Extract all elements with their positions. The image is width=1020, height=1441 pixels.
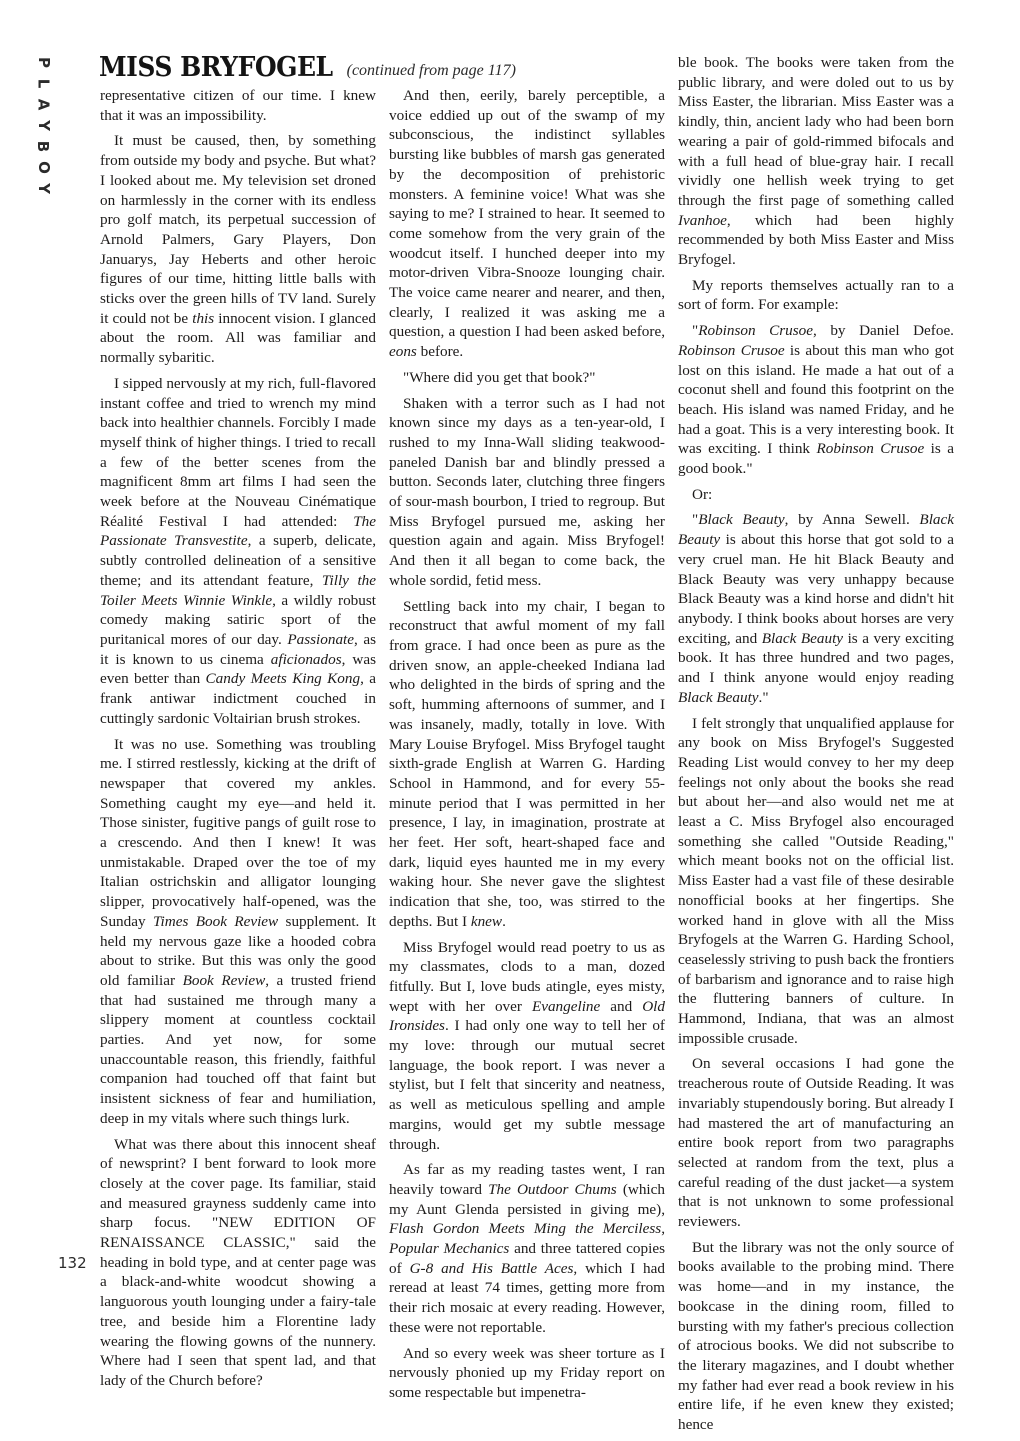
- paragraph: And so every week was sheer torture as I nervously phonied up my Friday report on some respectable but impenetra-: [389, 1344, 665, 1401]
- article-header: [99, 52, 516, 82]
- paragraph: Shaken with a terror such as I had not known since my days as a ten-year-old, I rushed to my Inna-Wall sliding teakwood-paneled Danish bar and blindly pressed a button. Seconds later, clutching three fingers of sour-mash bourbon, I tried to regroup. But Miss Bryfogel pursued me, asking her question again and again. Miss Bryfogel! And then it all began to come back, the whole sordid, fetid mess.: [389, 394, 665, 589]
- page-number: 132: [58, 1254, 87, 1272]
- paragraph: It must be caused, then, by something from outside my body and psyche. But what? I looked about me. My television set droned on harmlessly in the corner with its endless pro golf match, its perpetual succession of Arnold Palmers, Gary Players, Don Januarys, Jay Heberts and other heroic figures of our time, hitting little balls with sticks over the green hills of TV land. Surely it could not be this innocent vision. I glanced about the room. All was familiar and normally sybaritic.: [100, 132, 376, 367]
- sideband-letter: Y: [34, 183, 53, 194]
- paragraph: "Robinson Crusoe, by Daniel Defoe. Robinson Crusoe is about this man who got lost on this island. He made a hat out of a coconut shell and found this footprint on the beach. His island was named Friday, and he had a goat. This is a very interesting book. It was exciting. I think Robinson Crusoe is a good book.": [678, 322, 954, 478]
- sideband-letter: B: [34, 140, 53, 153]
- paragraph: It was no use. Something was troubling me. I stirred restlessly, kicking at the drift of newspaper that covered my ankles. Something caught my eye—and held it. Those sinister, fugitive pangs of guilt rose to a crescendo. And then I knew! It was unmistakable. Draped over the toe of my Italian ostrichskin and alligator lounging slipper, provocatively half-opened, was the Sunday Times Book Review supplement. It held my nervous gaze like a hooded cobra about to strike. But this was only the good old familiar Book Review, a trusted friend that had sustained me through many a slippery moment at countless cocktail parties. And yet now, for some unaccountable reason, this friendly, faithful companion had touched off that faint but insistent sickness of fear and humiliation, deep in my vitals where such things lurk.: [100, 735, 376, 1127]
- paragraph: Or:: [692, 485, 713, 503]
- paragraph: Settling back into my chair, I began to reconstruct that awful moment of my fall from grace. I had once been as pure as the driven snow, an apple-cheeked Indiana lad who delighted in the birds of spring and the soft, humming afternoons of summer, and I was insanely, madly, totally in love. With Mary Louise Bryfogel. Miss Bryfogel taught sixth-grade English at Warren G. Harding School in Hammond, and for every 55-minute period that I was permitted in her presence, I lay, in imagination, prostrate at her feet. Her soft, heart-shaped face and dark, liquid eyes haunted me in my every waking hour. She never gave the slightest indication that she, too, was stirred to the depths. But I knew.: [389, 597, 665, 930]
- paragraph: As far as my reading tastes went, I ran heavily toward The Outdoor Chums (which my Aunt Glenda persisted in giving me), Flash Gordon Meets Ming the Merciless, Popular Mechanics and three tattered copies of G-8 and His Battle Aces, which I had reread at least 74 times, getting more from their rich mosaic at every reading. However, these were not reportable.: [389, 1161, 665, 1336]
- text-column-3: [678, 53, 954, 1441]
- sideband-letter: Y: [34, 120, 53, 131]
- sideband-letter: P: [34, 57, 53, 68]
- text-column-1: [100, 86, 376, 1397]
- paragraph: representative citizen of our time. I knew that it was an impossibility.: [100, 87, 376, 124]
- magazine-sideband: [31, 52, 55, 199]
- paragraph: Miss Bryfogel would read poetry to us as my classmates, clods to a man, dozed fitfully. But I, love buds atingle, eyes misty, wept with her over Evangeline and Old Ironsides. I had only one way to tell her of my love: through our mutual secret language, the book report. I was never a stylist, but I felt that sincerity and neatness, as well as meticulous spelling and ample margins, would get my subtle message through.: [389, 938, 665, 1153]
- sideband-letter: L: [34, 78, 53, 89]
- paragraph: "Where did you get that book?": [403, 368, 596, 386]
- article-title: MISS BRYFOGEL: [99, 50, 333, 83]
- paragraph: What was there about this innocent sheaf of newsprint? I bent forward to look more closely at the cover page. Its familiar, staid and measured grayness suddenly came into sharp focus. "NEW EDITION OF RENAISSANCE CLASSIC," said the heading in bold type, and at center page was a black-and-white woodcut showing a languorous youth lounging under a fairy-tale tree, and beside him a Florentine lady wearing the flowing gowns of the nunnery. Where had I seen that spent lad, and that lady of the Church before?: [100, 1135, 376, 1389]
- paragraph: But the library was not the only source of books available to the probing mind. There was home—and in my instance, the bookcase in the dining room, filled to bursting with my father's precious collection of atrocious books. We did not subscribe to the literary magazines, and I doubt whether my father had ever read a book review in his entire life, if he even knew they existed; hence: [678, 1238, 954, 1434]
- continued-note: (continued from page 117): [346, 62, 516, 79]
- paragraph: I felt strongly that unqualified applause for any book on Miss Bryfogel's Suggested Reading List would convey to her my deep feelings not only about the books she read but about her—and also would net me at least a C. Miss Bryfogel also encouraged something she called "Outside Reading," which meant books not on the official list. Miss Easter had a vast file of these desirable nonofficial books at her fingertips. She worked hand in glove with all the Miss Bryfogels at the Warren G. Harding School, ceaselessly striving to push back the frontiers of barbarism and ignorance and to raise high the fluttering banners of culture. In Hammond, Indiana, that was an almost impossible crusade.: [678, 714, 954, 1047]
- sideband-letter: A: [34, 98, 53, 111]
- paragraph: My reports themselves actually ran to a sort of form. For example:: [678, 276, 954, 314]
- paragraph: And then, eerily, barely perceptible, a voice eddied up out of the swamp of my subconscious, the indistinct syllables bursting like bubbles of marsh gas generated by the decomposition of prehistoric monsters. A feminine voice! What was she saying to me? I strained to hear. It seemed to come somehow from the very grain of the woodcut itself. I hunched deeper into my motor-driven Vibra-Snooze lounging chair. The voice came nearer and nearer, and then, clearly, I realized it was asking me a question, a question I had been asked before, eons before.: [389, 87, 665, 361]
- paragraph: On several occasions I had gone the treacherous route of Outside Reading. It was invariably stupendously boring. But already I had mastered the art of manufacturing an entire book report from two paragraphs selected at random from the text, plus a careful reading of the dust jacket—a system that is not unknown to some professional reviewers.: [678, 1055, 954, 1231]
- paragraph: "Black Beauty, by Anna Sewell. Black Beauty is about this horse that got sold to a very cruel man. He hit Black Beauty and Black Beauty was very unhappy because Black Beauty was a kind horse and didn't hit anybody. I think books about horses are very exciting, and Black Beauty is a very exciting book. It has three hundred and two pages, and I think anyone would enjoy reading Black Beauty.": [678, 511, 955, 706]
- sideband-letter: O: [34, 161, 53, 174]
- paragraph: ble book. The books were taken from the public library, and were doled out to us by Miss Easter, the librarian. Miss Easter was a kindly, thin, ancient lady who had been born wearing a pair of gold-rimmed bifocals and with a full head of blue-gray hair. I recall vividly one hellish week trying to get through the first page of something called Ivanhoe, which had been highly recommended by both Miss Easter and Miss Bryfogel.: [678, 54, 954, 269]
- text-column-2: [389, 86, 665, 1409]
- paragraph: I sipped nervously at my rich, full-flavored instant coffee and tried to wrench my mind back into healthier channels. Forcibly I made myself think of higher things. I tried to recall a few of the better scenes from the magnificent 8mm art films I had seen the week before at the Nouveau Cinématique Réalité Festival I had attended: The Passionate Transvestite, a superb, delicate, subtly controlled delineation of a sensitive theme; and its attendant feature, Tilly the Toiler Meets Winnie Winkle, a wildly robust comedy making satiric sport of the puritanical mores of our day. Passionate, as it is known to us cinema aficionados, was even better than Candy Meets King Kong, a frank antiwar indictment couched in cuttingly sardonic Voltairian brush strokes.: [100, 374, 377, 727]
